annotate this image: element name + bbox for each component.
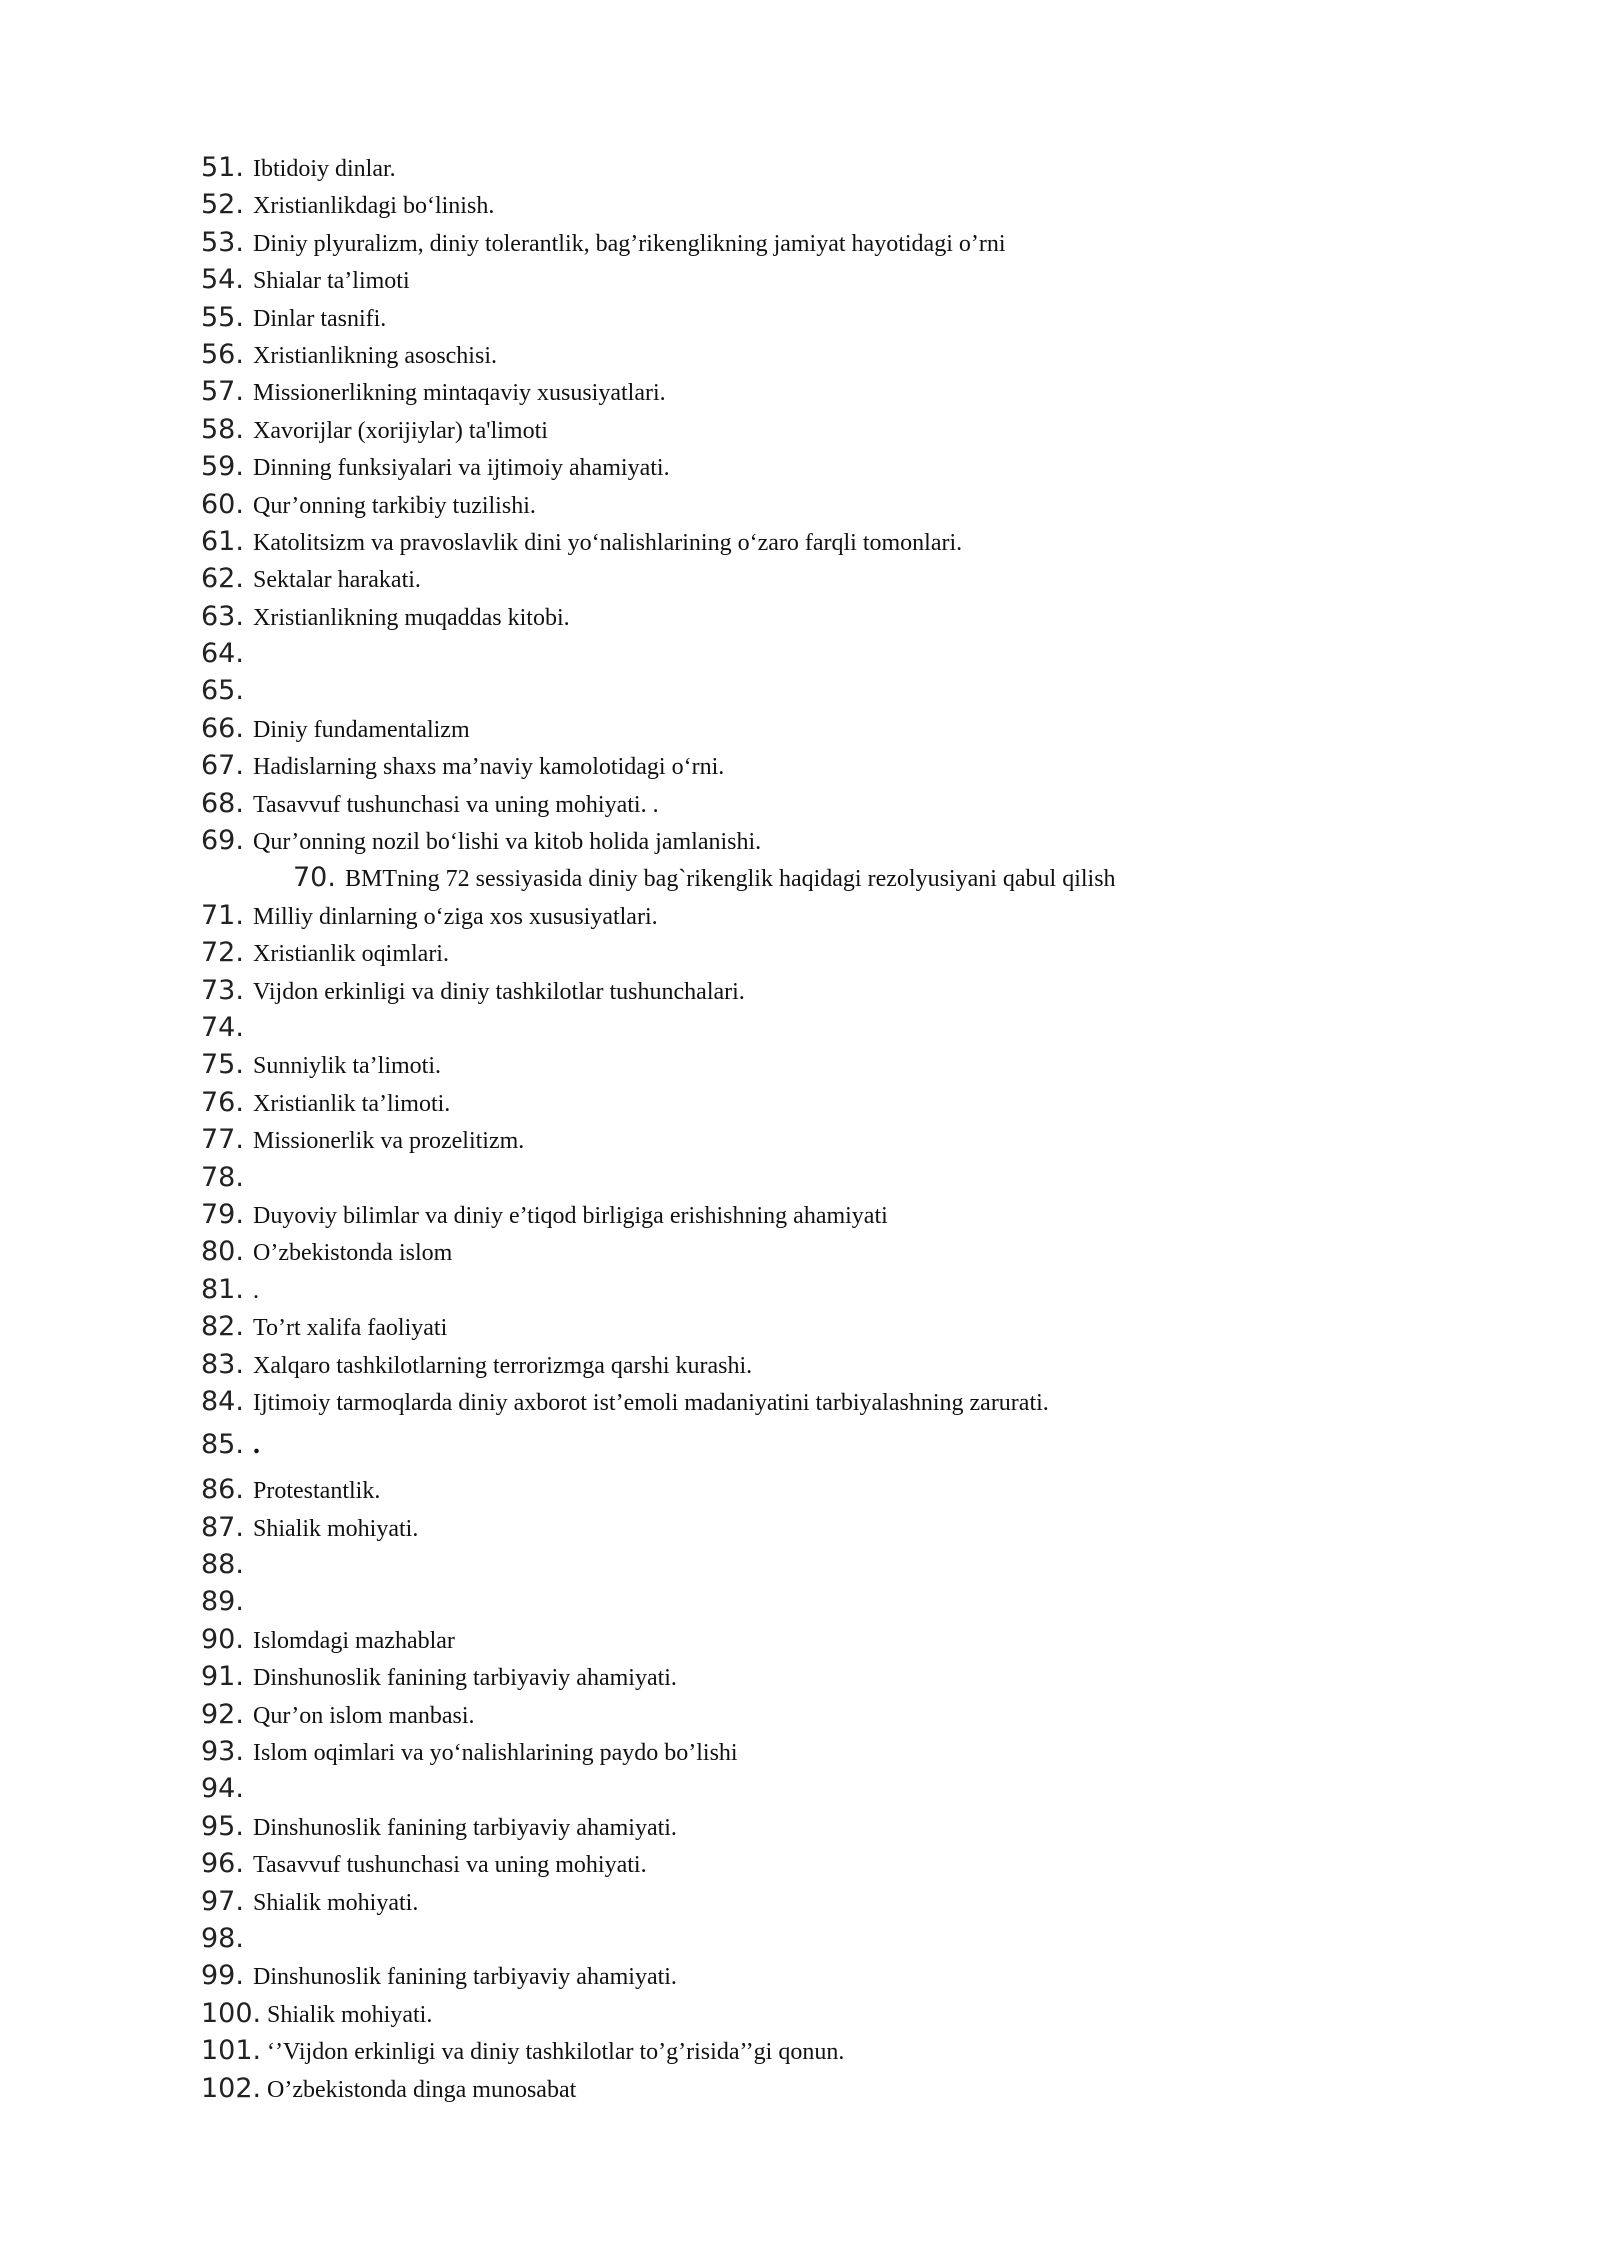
item-text: O’zbekistonda dinga munosabat [267, 2076, 577, 2103]
list-item [201, 451, 1521, 488]
item-number: 76. [201, 1086, 244, 1118]
item-text: Dinshunoslik fanining tarbiyaviy ahamiyati. [253, 1665, 677, 1692]
list-item [201, 1960, 1521, 1997]
item-number: 72. [201, 937, 244, 969]
list-item [201, 376, 1521, 413]
item-number: 59. [201, 451, 244, 483]
item-text: Shialik mohiyati. [253, 1515, 419, 1542]
item-number: 63. [201, 600, 244, 632]
item-text: Shialar ta’limoti [253, 268, 410, 295]
item-number: 89. [201, 1586, 244, 1618]
item-text: Sektalar harakati. [253, 567, 421, 594]
list-item [201, 1423, 1521, 1474]
list-item [201, 975, 1521, 1012]
list-item [201, 1773, 1521, 1810]
item-text: BMTning 72 sessiyasida diniy bag`rikenglik haqidagi rezolyusiyani qabul qilish [345, 866, 1116, 893]
list-item [201, 1049, 1521, 1086]
item-number: 71. [201, 899, 244, 931]
list-item [201, 264, 1521, 301]
list-item [201, 825, 1521, 862]
list-item [201, 302, 1521, 339]
item-text: Dinshunoslik fanining tarbiyaviy ahamiyati. [253, 1964, 677, 1991]
item-text: Duyoviy bilimlar va diniy e’tiqod birligiga erishishning ahamiyati [253, 1202, 888, 1229]
list-item [201, 1624, 1521, 1661]
item-number: 51. [201, 152, 244, 183]
item-number: 96. [201, 1848, 244, 1880]
item-text: Ibtidoiy dinlar. [253, 156, 396, 182]
item-number: 92. [201, 1698, 244, 1730]
item-text: Qur’on islom manbasi. [253, 1702, 475, 1729]
item-text: Missionerlikning mintaqaviy xususiyatlari. [253, 380, 666, 407]
item-number: 102. [201, 2072, 262, 2104]
list-item [201, 788, 1521, 825]
item-number: 93. [201, 1736, 244, 1768]
list-item [201, 638, 1521, 675]
list-item [201, 489, 1521, 526]
question-list [201, 152, 1521, 2110]
list-item [201, 750, 1521, 787]
item-text: Qur’onning nozil bo‘lishi va kitob holida jamlanishi. [253, 829, 762, 856]
item-number: 77. [201, 1124, 244, 1156]
list-item [201, 1199, 1521, 1236]
item-text: Ijtimoiy tarmoqlarda diniy axborot ist’emoli madaniyatini tarbiyalashning zarurati. [253, 1389, 1049, 1416]
list-item [201, 2035, 1521, 2072]
list-item [201, 1311, 1521, 1348]
item-text: Xristianlik ta’limoti. [253, 1090, 451, 1117]
item-text: Diniy plyuralizm, diniy tolerantlik, bag’rikenglikning jamiyat hayotidagi o’rni [253, 230, 1006, 257]
item-number: 65. [201, 675, 244, 707]
list-item [201, 1699, 1521, 1736]
list-item [201, 1586, 1521, 1623]
item-text: Diniy fundamentalizm [253, 716, 470, 743]
item-number: 87. [201, 1511, 244, 1543]
item-text: Missionerlik va prozelitizm. [253, 1128, 525, 1155]
item-text: Islomdagi mazhablar [253, 1627, 455, 1654]
list-item [201, 1998, 1521, 2035]
item-number: 58. [201, 413, 244, 445]
item-text: Xristianlikning muqaddas kitobi. [253, 604, 570, 631]
item-text: Tasavvuf tushunchasi va uning mohiyati. [253, 1852, 647, 1879]
item-text: Xristianlikning asoschisi. [253, 342, 497, 369]
item-text: . [253, 1277, 259, 1304]
list-item [201, 900, 1521, 937]
item-number: 75. [201, 1049, 244, 1081]
item-number: 78. [201, 1161, 244, 1193]
item-text: Islom oqimlari va yo‘nalishlarining paydo bo’lishi [253, 1740, 738, 1767]
item-text: Hadislarning shaxs ma’naviy kamolotidagi o‘rni. [253, 754, 725, 781]
list-item [201, 1386, 1521, 1423]
item-text: Shialik mohiyati. [267, 2001, 433, 2028]
list-item [201, 2073, 1521, 2110]
item-text: To’rt xalifa faoliyati [253, 1315, 448, 1342]
list-item [201, 1236, 1521, 1273]
item-number: 64. [201, 638, 244, 670]
item-text: . [253, 1429, 260, 1461]
item-number: 60. [201, 488, 244, 520]
item-number: 84. [201, 1385, 244, 1417]
list-item [201, 563, 1521, 600]
item-text: Qur’onning tarkibiy tuzilishi. [253, 492, 536, 519]
list-item [201, 1886, 1521, 1923]
item-number: 66. [201, 712, 244, 744]
item-number: 95. [201, 1810, 244, 1842]
item-number: 61. [201, 525, 244, 557]
list-item [201, 1848, 1521, 1885]
item-text: Xavorijlar (xorijiylar) ta'limoti [253, 417, 548, 444]
item-number: 69. [201, 825, 244, 857]
item-text: Tasavvuf tushunchasi va uning mohiyati. . [253, 791, 659, 818]
item-number: 100. [201, 1997, 262, 2029]
item-text: Shialik mohiyati. [253, 1889, 419, 1916]
item-number: 91. [201, 1661, 244, 1693]
item-text: O’zbekistonda islom [253, 1240, 453, 1267]
list-item [201, 189, 1521, 226]
item-number: 101. [201, 2035, 262, 2067]
item-number: 68. [201, 787, 244, 819]
item-number: 98. [201, 1922, 244, 1954]
item-number: 85. [201, 1429, 244, 1461]
item-text: Vijdon erkinligi va diniy tashkilotlar tushunchalari. [253, 978, 745, 1005]
item-number: 99. [201, 1960, 244, 1992]
item-number: 81. [201, 1273, 244, 1305]
list-item [201, 675, 1521, 712]
item-number: 53. [201, 226, 244, 258]
item-text: Dinning funksiyalari va ijtimoiy ahamiyati. [253, 455, 670, 482]
item-text: Dinlar tasnifi. [253, 305, 387, 332]
list-item [201, 937, 1521, 974]
item-number: 83. [201, 1348, 244, 1380]
list-item [201, 1162, 1521, 1199]
item-number: 73. [201, 974, 244, 1006]
list-item [201, 1474, 1521, 1511]
item-number: 54. [201, 264, 244, 296]
list-item [201, 152, 1521, 189]
item-number: 70. [293, 862, 336, 894]
list-item [201, 713, 1521, 750]
item-number: 86. [201, 1474, 244, 1506]
list-item [201, 1512, 1521, 1549]
item-number: 52. [201, 189, 244, 221]
list-item [201, 1349, 1521, 1386]
list-item [201, 526, 1521, 563]
item-number: 74. [201, 1011, 244, 1043]
list-item [201, 1923, 1521, 1960]
item-number: 79. [201, 1198, 244, 1230]
list-item [201, 1736, 1521, 1773]
list-item [201, 1012, 1521, 1049]
item-text: Katolitsizm va pravoslavlik dini yo‘nalishlarining o‘zaro farqli tomonlari. [253, 529, 963, 556]
item-text: ‘’Vijdon erkinligi va diniy tashkilotlar to’g’risida’’gi qonun. [267, 2039, 845, 2066]
item-number: 57. [201, 376, 244, 408]
item-number: 80. [201, 1236, 244, 1268]
item-text: Xalqaro tashkilotlarning terrorizmga qarshi kurashi. [253, 1352, 753, 1379]
item-text: Sunniylik ta’limoti. [253, 1053, 442, 1080]
list-item [201, 862, 1521, 899]
item-text: Protestantlik. [253, 1478, 381, 1505]
list-item [201, 339, 1521, 376]
item-text: Xristianlikdagi bo‘linish. [253, 193, 495, 220]
list-item [201, 1811, 1521, 1848]
list-item [201, 1661, 1521, 1698]
list-item [201, 1274, 1521, 1311]
item-number: 82. [201, 1311, 244, 1343]
list-item [201, 1087, 1521, 1124]
item-number: 62. [201, 563, 244, 595]
item-text: Xristianlik oqimlari. [253, 941, 449, 968]
list-item [201, 414, 1521, 451]
item-number: 56. [201, 338, 244, 370]
item-number: 88. [201, 1549, 244, 1581]
list-item [201, 1124, 1521, 1161]
item-number: 90. [201, 1623, 244, 1655]
list-item [201, 1549, 1521, 1586]
list-item [201, 601, 1521, 638]
list-item [201, 227, 1521, 264]
item-number: 67. [201, 750, 244, 782]
item-text: Milliy dinlarning o‘ziga xos xususiyatlari. [253, 903, 658, 930]
item-text: Dinshunoslik fanining tarbiyaviy ahamiyati. [253, 1814, 677, 1841]
item-number: 55. [201, 301, 244, 333]
item-number: 97. [201, 1885, 244, 1917]
item-number: 94. [201, 1773, 244, 1805]
